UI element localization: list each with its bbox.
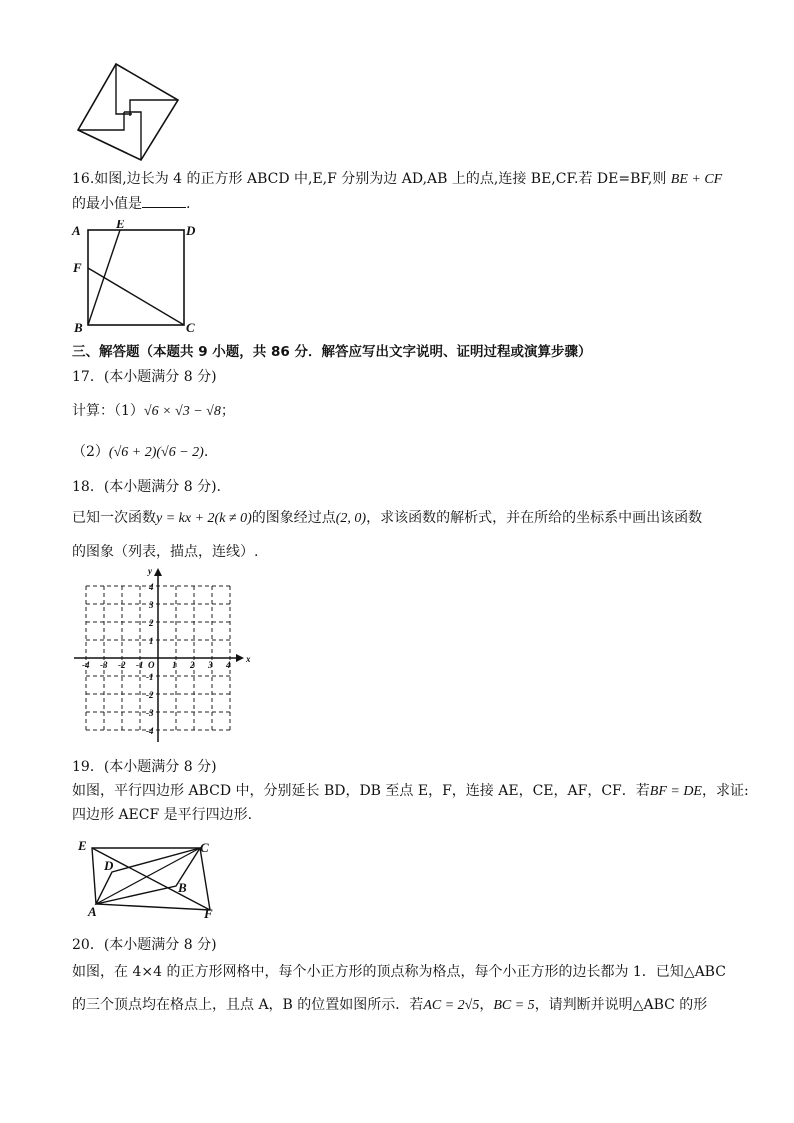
origin-label: O [148,660,155,670]
q16-line-2: 的最小值是 . [72,193,190,214]
q17-title: 17．(本小题满分 8 分) [72,369,217,385]
y-tick-label: -2 [146,690,154,700]
q16-square-figure [70,220,200,335]
q20-line-1: 如图，在 4×4 的正方形网格中，每个小正方形的顶点称为格点，每个小正方形的边长都为 1．已知△ABC [72,964,726,980]
label-E: E [78,838,87,853]
answer-blank[interactable] [142,193,186,208]
x-tick-label: 2 [190,660,195,670]
y-tick-label: -4 [146,726,154,736]
y-tick-label: -1 [146,672,154,682]
label-C: C [200,840,209,855]
q18-title: 18．(本小题满分 8 分). [72,479,221,495]
x-tick-label: -4 [82,660,90,670]
x-tick-label: 3 [208,660,213,670]
x-tick-label: -1 [136,660,144,670]
y-tick-label: -3 [146,708,154,718]
q16-expression: BE + CF [670,172,723,187]
q17-part2: （2）(√6 + 2)(√6 − 2). [72,444,209,460]
q20-title: 20．(本小题满分 8 分) [72,937,217,953]
label-B: B [178,880,187,895]
label-F: F [73,260,82,275]
y-tick-label: 1 [149,636,154,646]
q19-line-2: 四边形 AECF 是平行四边形. [72,807,253,823]
q20-line-2: 的三个顶点均在格点上，且点 A，B 的位置如图所示．若AC = 2√5，BC = 5，请判断并说明△ABC 的形 [72,997,708,1013]
label-A: A [88,904,97,919]
pinwheel-square-figure [74,62,182,162]
x-tick-label: -2 [118,660,126,670]
y-tick-label: 3 [149,600,154,610]
label-E: E [116,220,125,231]
label-D: D [186,223,196,238]
label-D: D [104,858,114,873]
x-tick-label: 4 [226,660,231,670]
x-tick-label: 1 [172,660,177,670]
section-heading: 三、解答题（本题共 9 小题，共 86 分．解答应写出文字说明、证明过程或演算步骤） [72,344,592,360]
q16-line-1: 16.如图,边长为 4 的正方形 ABCD 中,E,F 分别为边 AD,AB 上的点,连接 BE,CF.若 DE=BF,则 BE + CF [72,171,723,187]
y-tick-label: 4 [149,582,154,592]
q19-line-1: 如图，平行四边形 ABCD 中，分别延长 BD，DB 至点 E，F，连接 AE，CE，AF，CF．若BF = DE，求证: [72,783,749,799]
q19-parallelogram-figure [74,836,224,921]
label-C: C [186,320,195,335]
q18-line-2: 的图象（列表，描点，连线）. [72,544,259,560]
x-tick-label: -3 [100,660,108,670]
q17-part1: 计算：（1）√6 × √3 − √8； [72,403,235,419]
y-tick-label: 2 [149,618,154,628]
q19-title: 19．(本小题满分 8 分) [72,759,217,775]
q18-line-1: 已知一次函数y = kx + 2(k ≠ 0)的图象经过点(2, 0)，求该函数的解析式，并在所给的坐标系中画出该函数 [72,510,703,526]
label-B: B [74,320,83,335]
x-axis-label: x [246,654,251,664]
label-F: F [204,906,213,921]
y-axis-label: y [148,566,152,576]
label-A: A [72,223,81,238]
coordinate-grid [70,562,255,747]
